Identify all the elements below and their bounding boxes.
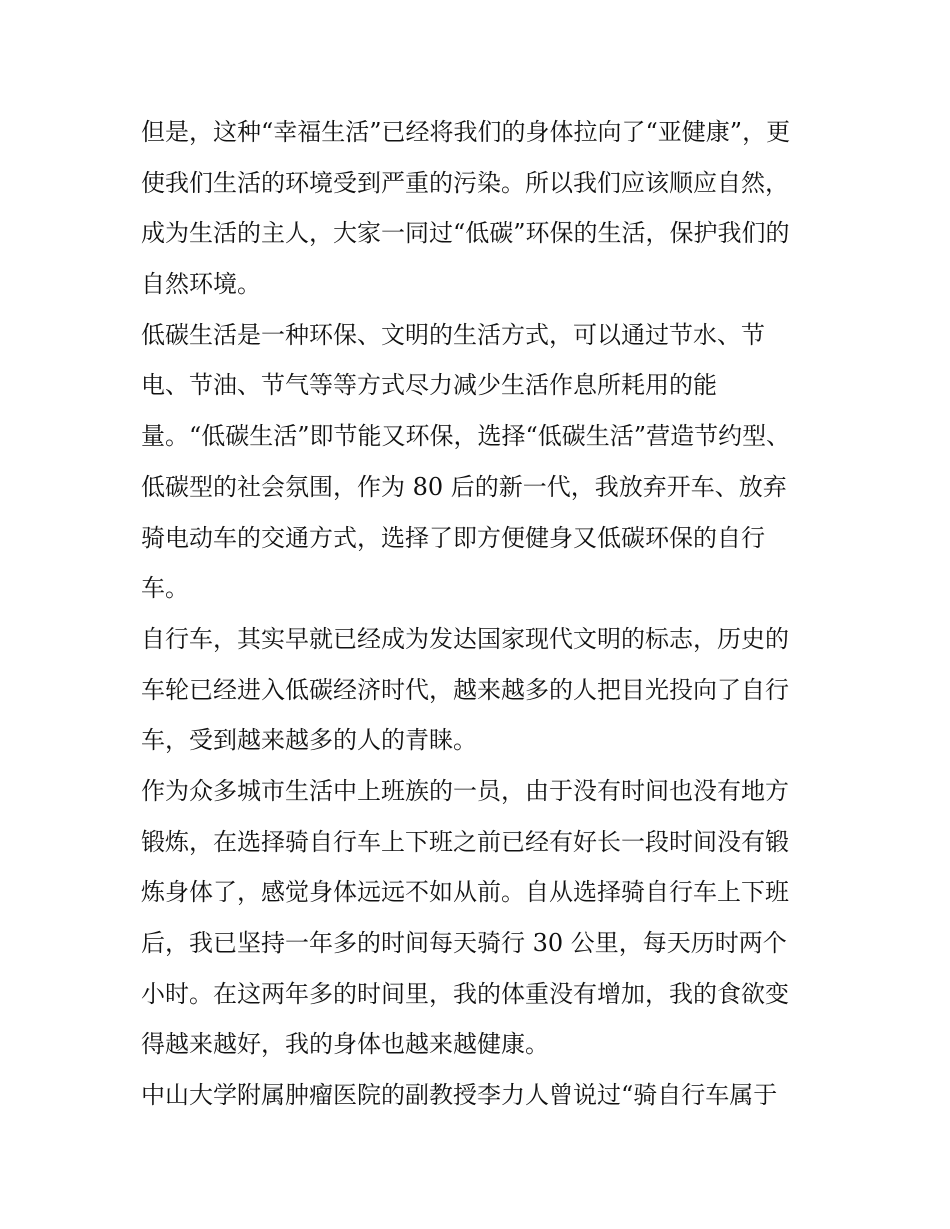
text-line: 使我们生活的环境受到严重的污染。所以我们应该顺应自然， <box>141 168 789 197</box>
text-line: 电、节油、节气等等方式尽力减少生活作息所耗用的能 <box>141 371 717 400</box>
text-line: 低碳生活是一种环保、文明的生活方式，可以通过节水、节 <box>141 320 765 349</box>
text-line: 作为众多城市生活中上班族的一员，由于没有时间也没有地方 <box>141 776 789 805</box>
article-body <box>141 107 821 1121</box>
text-line: 车，受到越来越多的人的青睐。 <box>141 726 477 755</box>
text-line: 自然环境。 <box>141 270 261 299</box>
text-line: 自行车，其实早就已经成为发达国家现代文明的标志，历史的 <box>141 624 789 653</box>
text-line: 小时。在这两年多的时间里，我的体重没有增加，我的食欲变 <box>141 979 789 1008</box>
text-line: 量。“低碳生活”即节能又环保，选择“低碳生活”营造节约型、 <box>141 422 791 451</box>
text-line: 得越来越好，我的身体也越来越健康。 <box>141 1030 549 1059</box>
text-line: 中山大学附属肿瘤医院的副教授李力人曾说过“骑自行车属于 <box>141 1081 778 1110</box>
text-line: 车轮已经进入低碳经济时代，越来越多的人把目光投向了自行 <box>141 675 789 704</box>
text-line: 成为生活的主人，大家一同过“低碳”环保的生活，保护我们的 <box>141 219 790 248</box>
text-line: 骑电动车的交通方式，选择了即方便健身又低碳环保的自行 <box>141 523 765 552</box>
text-line: 炼身体了，感觉身体远远不如从前。自从选择骑自行车上下班 <box>141 878 789 907</box>
text-line: 低碳型的社会氛围，作为 80 后的新一代，我放弃开车、放弃 <box>141 472 787 501</box>
text-line: 但是，这种“幸福生活”已经将我们的身体拉向了“亚健康”，更 <box>141 118 791 146</box>
text-line: 车。 <box>141 574 189 603</box>
text-line: 后，我已坚持一年多的时间每天骑行 30 公里，每天历时两个 <box>141 929 787 957</box>
text-line: 锻炼，在选择骑自行车上下班之前已经有好长一段时间没有锻 <box>141 827 789 856</box>
